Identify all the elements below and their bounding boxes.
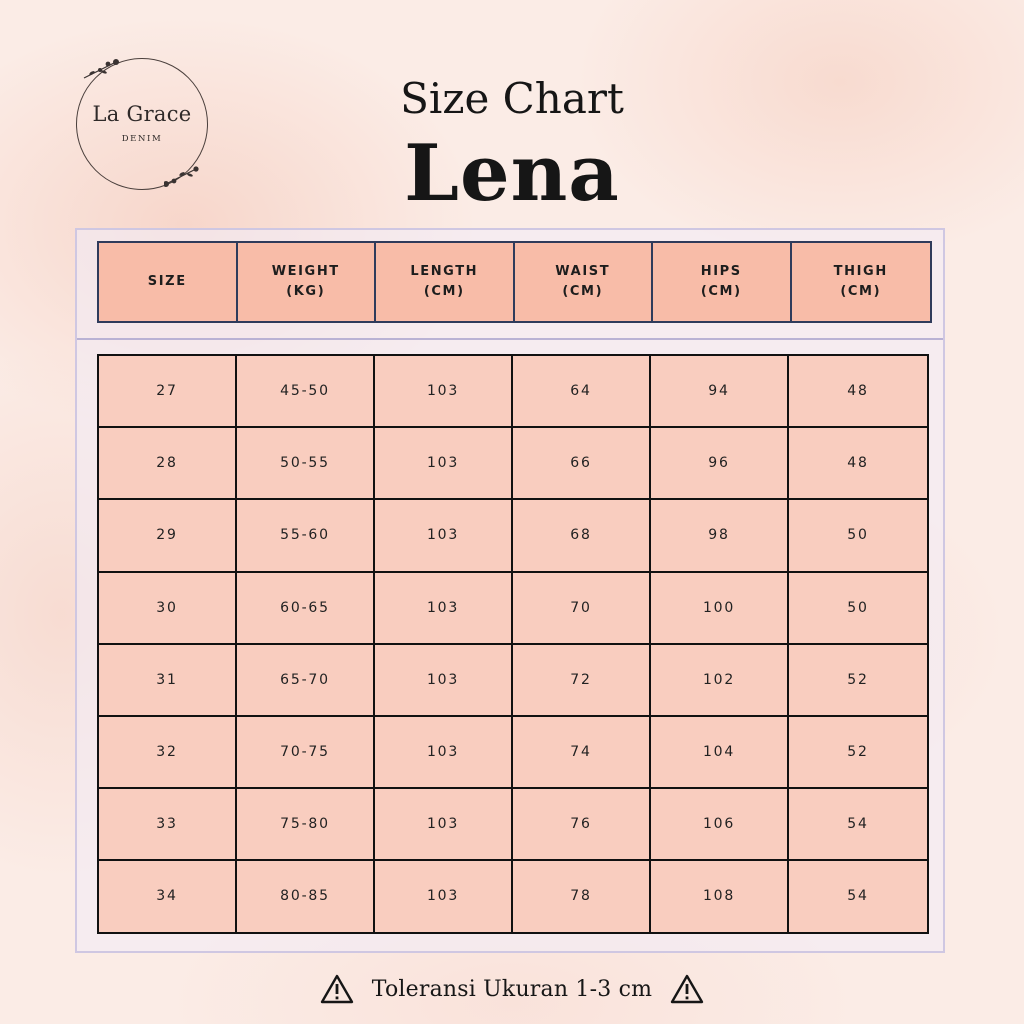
column-header: HIPS (CM) bbox=[653, 243, 792, 321]
table-header-row bbox=[97, 241, 932, 323]
table-row bbox=[99, 573, 927, 645]
table-cell: 76 bbox=[513, 789, 651, 859]
table-cell: 54 bbox=[789, 861, 927, 931]
table-cell: 103 bbox=[375, 789, 513, 859]
table-cell: 70 bbox=[513, 573, 651, 643]
floral-sprig-icon bbox=[164, 164, 202, 188]
table-cell: 103 bbox=[375, 356, 513, 426]
table-cell: 65-70 bbox=[237, 645, 375, 715]
page-title: Size Chart bbox=[400, 74, 624, 123]
table-cell: 33 bbox=[99, 789, 237, 859]
table-cell: 64 bbox=[513, 356, 651, 426]
column-header: WEIGHT (KG) bbox=[238, 243, 377, 321]
table-cell: 50 bbox=[789, 500, 927, 570]
table-cell: 74 bbox=[513, 717, 651, 787]
brand-subtitle: DENIM bbox=[121, 134, 163, 144]
table-row bbox=[99, 789, 927, 861]
table-cell: 72 bbox=[513, 645, 651, 715]
table-cell: 103 bbox=[375, 500, 513, 570]
table-cell: 78 bbox=[513, 861, 651, 931]
table-cell: 50-55 bbox=[237, 428, 375, 498]
table-cell: 75-80 bbox=[237, 789, 375, 859]
floral-sprig-icon bbox=[82, 58, 120, 82]
warning-icon bbox=[320, 974, 354, 1004]
table-row bbox=[99, 861, 927, 931]
table-cell: 66 bbox=[513, 428, 651, 498]
table-cell: 100 bbox=[651, 573, 789, 643]
table-row bbox=[99, 428, 927, 500]
table-cell: 28 bbox=[99, 428, 237, 498]
tolerance-note bbox=[0, 974, 1024, 1004]
table-cell: 31 bbox=[99, 645, 237, 715]
size-table-panel bbox=[75, 228, 945, 953]
table-cell: 27 bbox=[99, 356, 237, 426]
product-name: Lena bbox=[404, 128, 620, 219]
table-cell: 102 bbox=[651, 645, 789, 715]
table-cell: 52 bbox=[789, 717, 927, 787]
size-table-body bbox=[97, 354, 929, 934]
tolerance-text: Toleransi Ukuran 1-3 cm bbox=[371, 976, 653, 1002]
table-cell: 80-85 bbox=[237, 861, 375, 931]
table-cell: 48 bbox=[789, 428, 927, 498]
column-header: THIGH (CM) bbox=[792, 243, 931, 321]
brand-name: La Grace bbox=[92, 102, 192, 126]
table-cell: 94 bbox=[651, 356, 789, 426]
column-header: LENGTH (CM) bbox=[376, 243, 515, 321]
table-cell: 60-65 bbox=[237, 573, 375, 643]
table-row bbox=[99, 356, 927, 428]
table-cell: 98 bbox=[651, 500, 789, 570]
table-cell: 70-75 bbox=[237, 717, 375, 787]
table-cell: 103 bbox=[375, 428, 513, 498]
table-cell: 103 bbox=[375, 861, 513, 931]
table-cell: 50 bbox=[789, 573, 927, 643]
table-cell: 52 bbox=[789, 645, 927, 715]
table-cell: 48 bbox=[789, 356, 927, 426]
table-cell: 32 bbox=[99, 717, 237, 787]
table-cell: 108 bbox=[651, 861, 789, 931]
table-row bbox=[99, 717, 927, 789]
table-cell: 29 bbox=[99, 500, 237, 570]
table-cell: 34 bbox=[99, 861, 237, 931]
brand-logo bbox=[76, 58, 208, 190]
table-cell: 106 bbox=[651, 789, 789, 859]
panel-divider bbox=[77, 338, 943, 340]
table-cell: 104 bbox=[651, 717, 789, 787]
column-header: WAIST (CM) bbox=[515, 243, 654, 321]
table-cell: 30 bbox=[99, 573, 237, 643]
table-cell: 96 bbox=[651, 428, 789, 498]
table-cell: 55-60 bbox=[237, 500, 375, 570]
warning-icon bbox=[670, 974, 704, 1004]
table-row bbox=[99, 500, 927, 572]
table-row bbox=[99, 645, 927, 717]
table-cell: 103 bbox=[375, 645, 513, 715]
table-cell: 45-50 bbox=[237, 356, 375, 426]
table-cell: 54 bbox=[789, 789, 927, 859]
table-cell: 103 bbox=[375, 573, 513, 643]
table-cell: 68 bbox=[513, 500, 651, 570]
table-cell: 103 bbox=[375, 717, 513, 787]
column-header: SIZE bbox=[99, 243, 238, 321]
